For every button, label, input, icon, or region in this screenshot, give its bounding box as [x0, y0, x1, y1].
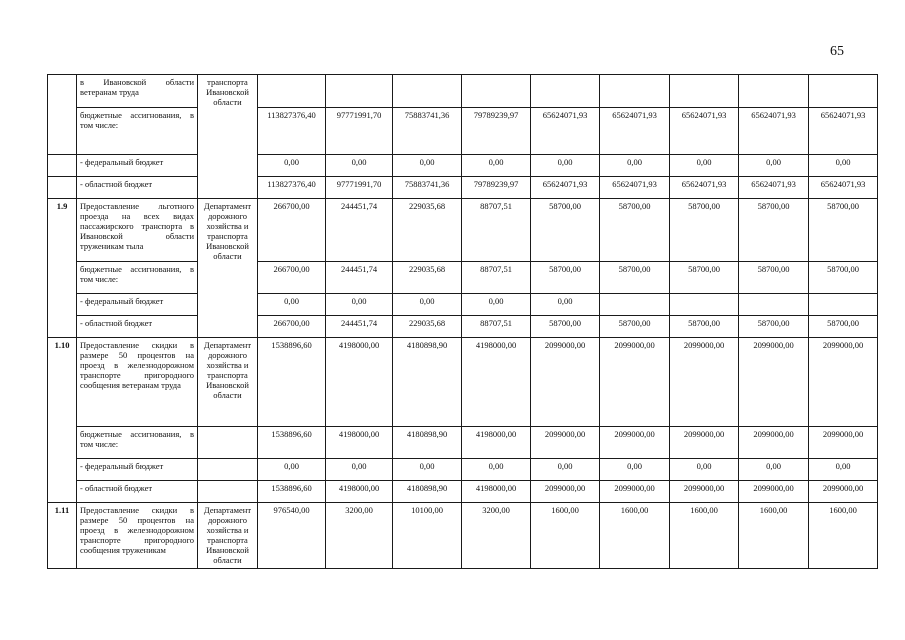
- table-row: [48, 503, 878, 569]
- value-cell: 266700,00: [258, 199, 326, 262]
- budget-table: [47, 74, 878, 569]
- value-cell: 58700,00: [600, 316, 670, 338]
- table-row: [48, 316, 878, 338]
- table-row: [48, 427, 878, 459]
- value-cell: 1538896,60: [258, 427, 326, 459]
- budget-allocations-label: бюджетные ассигнования, в том числе:: [77, 427, 198, 459]
- value-cell: 1600,00: [809, 503, 878, 569]
- value-cell: 4180898,90: [393, 427, 462, 459]
- value-cell: 65624071,93: [670, 108, 739, 155]
- value-cell: 2099000,00: [670, 481, 739, 503]
- value-cell: 229035,68: [393, 316, 462, 338]
- value-cell: 0,00: [739, 155, 809, 177]
- value-cell: 88707,51: [462, 199, 531, 262]
- budget-allocations-label: бюджетные ассигнования, в том числе:: [77, 262, 198, 294]
- measure-description: в Ивановской области ветеранам труда: [77, 75, 198, 108]
- value-cell: 2099000,00: [531, 427, 600, 459]
- value-cell: 4198000,00: [326, 338, 393, 427]
- value-cell: 88707,51: [462, 262, 531, 294]
- value-cell: 113827376,40: [258, 177, 326, 199]
- value-cell: 0,00: [600, 155, 670, 177]
- value-cell: 0,00: [258, 459, 326, 481]
- value-cell: 3200,00: [326, 503, 393, 569]
- value-cell: 1600,00: [600, 503, 670, 569]
- value-cell: 58700,00: [739, 199, 809, 262]
- value-cell: 4198000,00: [326, 481, 393, 503]
- value-cell: 97771991,70: [326, 177, 393, 199]
- budget-allocations-label: бюджетные ассигнования, в том числе:: [77, 108, 198, 155]
- value-cell: 65624071,93: [531, 108, 600, 155]
- value-cell: 0,00: [462, 294, 531, 316]
- value-cell: 58700,00: [531, 316, 600, 338]
- table-row: [48, 108, 878, 155]
- value-cell: [670, 294, 739, 316]
- value-cell: 2099000,00: [600, 481, 670, 503]
- value-cell: [600, 294, 670, 316]
- value-cell: 0,00: [809, 155, 878, 177]
- value-cell: 4198000,00: [462, 481, 531, 503]
- value-cell: 113827376,40: [258, 108, 326, 155]
- value-cell: 4198000,00: [462, 427, 531, 459]
- regional-budget-label: - областной бюджет: [77, 481, 198, 503]
- value-cell: 976540,00: [258, 503, 326, 569]
- value-cell: 2099000,00: [670, 427, 739, 459]
- value-cell: 58700,00: [809, 316, 878, 338]
- value-cell: 0,00: [739, 459, 809, 481]
- value-cell: 58700,00: [670, 316, 739, 338]
- table-row: [48, 481, 878, 503]
- value-cell: 97771991,70: [326, 108, 393, 155]
- measure-description: Предоставление скидки в размере 50 процентов на проезд в железнодорожном транспорте пригородного сообщения ветеранам труда: [77, 338, 198, 427]
- value-cell: 79789239,97: [462, 108, 531, 155]
- value-cell: 2099000,00: [739, 338, 809, 427]
- value-cell: 58700,00: [739, 316, 809, 338]
- value-cell: 2099000,00: [739, 427, 809, 459]
- item-number: 1.9: [48, 199, 77, 338]
- value-cell: 0,00: [326, 294, 393, 316]
- value-cell: 2099000,00: [670, 338, 739, 427]
- federal-budget-label: - федеральный бюджет: [77, 459, 198, 481]
- table-row: [48, 459, 878, 481]
- value-cell: 0,00: [326, 155, 393, 177]
- regional-budget-label: - областной бюджет: [77, 316, 198, 338]
- regional-budget-label: - областной бюджет: [77, 177, 198, 199]
- value-cell: 0,00: [531, 294, 600, 316]
- value-cell: 65624071,93: [809, 177, 878, 199]
- value-cell: 2099000,00: [600, 338, 670, 427]
- value-cell: 0,00: [258, 294, 326, 316]
- federal-budget-label: - федеральный бюджет: [77, 155, 198, 177]
- value-cell: 0,00: [462, 155, 531, 177]
- executor-cell: Департамент дорожного хозяйства и транспорта Ивановской области: [198, 338, 258, 427]
- value-cell: 75883741,36: [393, 177, 462, 199]
- item-number: 1.11: [48, 503, 77, 569]
- value-cell: 2099000,00: [809, 427, 878, 459]
- value-cell: 58700,00: [600, 199, 670, 262]
- value-cell: 0,00: [531, 155, 600, 177]
- value-cell: 65624071,93: [739, 177, 809, 199]
- table-row: [48, 199, 878, 262]
- value-cell: 266700,00: [258, 316, 326, 338]
- table-row: [48, 75, 878, 108]
- value-cell: 244451,74: [326, 316, 393, 338]
- value-cell: 0,00: [326, 459, 393, 481]
- executor-cell: Департамент дорожного хозяйства и транспорта Ивановской области: [198, 503, 258, 569]
- value-cell: 79789239,97: [462, 177, 531, 199]
- value-cell: 244451,74: [326, 199, 393, 262]
- table-row: [48, 262, 878, 294]
- value-cell: 58700,00: [739, 262, 809, 294]
- federal-budget-label: - федеральный бюджет: [77, 294, 198, 316]
- value-cell: 1538896,60: [258, 338, 326, 427]
- value-cell: 58700,00: [670, 262, 739, 294]
- table-row: [48, 155, 878, 177]
- value-cell: 58700,00: [670, 199, 739, 262]
- value-cell: 1600,00: [531, 503, 600, 569]
- value-cell: 0,00: [393, 294, 462, 316]
- table-row: [48, 294, 878, 316]
- value-cell: 2099000,00: [531, 338, 600, 427]
- index-cell: [48, 75, 77, 155]
- value-cell: 4198000,00: [462, 338, 531, 427]
- value-cell: 4180898,90: [393, 338, 462, 427]
- value-cell: 2099000,00: [600, 427, 670, 459]
- value-cell: 3200,00: [462, 503, 531, 569]
- value-cell: 0,00: [393, 459, 462, 481]
- value-cell: 2099000,00: [739, 481, 809, 503]
- value-cell: 10100,00: [393, 503, 462, 569]
- value-cell: 65624071,93: [600, 177, 670, 199]
- value-cell: 58700,00: [531, 262, 600, 294]
- value-cell: 58700,00: [531, 199, 600, 262]
- value-cell: 266700,00: [258, 262, 326, 294]
- table-row: [48, 177, 878, 199]
- value-cell: 58700,00: [809, 199, 878, 262]
- value-cell: 0,00: [670, 155, 739, 177]
- value-cell: 4198000,00: [326, 427, 393, 459]
- value-cell: 4180898,90: [393, 481, 462, 503]
- value-cell: 229035,68: [393, 262, 462, 294]
- value-cell: 1600,00: [670, 503, 739, 569]
- value-cell: 65624071,93: [531, 177, 600, 199]
- value-cell: 1600,00: [739, 503, 809, 569]
- value-cell: 0,00: [809, 459, 878, 481]
- value-cell: 58700,00: [809, 262, 878, 294]
- value-cell: 65624071,93: [739, 108, 809, 155]
- value-cell: 65624071,93: [600, 108, 670, 155]
- value-cell: 0,00: [670, 459, 739, 481]
- value-cell: 1538896,60: [258, 481, 326, 503]
- executor-cell: Департамент дорожного хозяйства и транспорта Ивановской области: [198, 199, 258, 338]
- value-cell: 0,00: [531, 459, 600, 481]
- value-cell: 75883741,36: [393, 108, 462, 155]
- table-row: [48, 338, 878, 427]
- value-cell: 58700,00: [600, 262, 670, 294]
- value-cell: 0,00: [462, 459, 531, 481]
- value-cell: 65624071,93: [670, 177, 739, 199]
- measure-description: Предоставление скидки в размере 50 процентов на проезд в железнодорожном транспорте пригородного сообщения труженикам: [77, 503, 198, 569]
- value-cell: 2099000,00: [809, 481, 878, 503]
- value-cell: 229035,68: [393, 199, 462, 262]
- value-cell: 2099000,00: [531, 481, 600, 503]
- value-cell: 0,00: [393, 155, 462, 177]
- item-number: 1.10: [48, 338, 77, 503]
- value-cell: 0,00: [258, 155, 326, 177]
- value-cell: 244451,74: [326, 262, 393, 294]
- value-cell: 65624071,93: [809, 108, 878, 155]
- value-cell: [809, 294, 878, 316]
- value-cell: [739, 294, 809, 316]
- measure-description: Предоставление льготного проезда на всех видах пассажирского транспорта в Ивановской области труженикам тыла: [77, 199, 198, 262]
- executor-cell: транспорта Ивановской области: [198, 75, 258, 199]
- value-cell: 0,00: [600, 459, 670, 481]
- page-number: 65: [830, 44, 844, 59]
- value-cell: 2099000,00: [809, 338, 878, 427]
- value-cell: 88707,51: [462, 316, 531, 338]
